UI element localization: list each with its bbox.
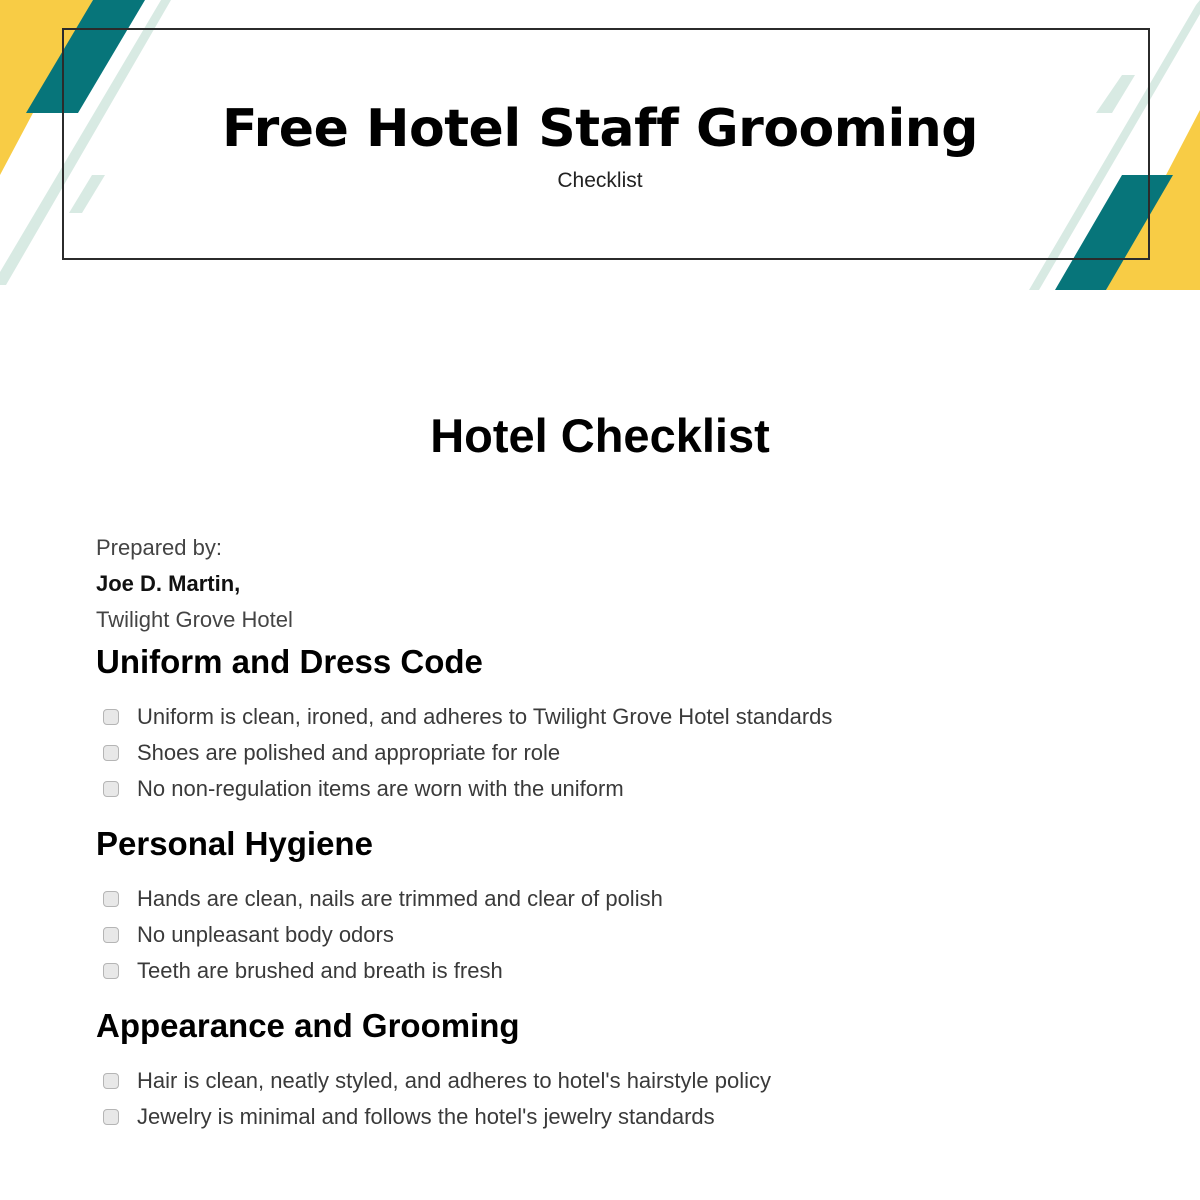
checklist-item-label: Uniform is clean, ironed, and adheres to Twilight Grove Hotel standards <box>137 704 833 729</box>
checklist-item <box>96 735 1116 771</box>
page-title: Free Hotel Staff Grooming <box>221 99 979 159</box>
checklist-item-label: No non-regulation items are worn with the uniform <box>137 776 624 801</box>
checklist-item <box>96 1099 1116 1135</box>
section-heading: Appearance and Grooming <box>96 1007 520 1044</box>
checklist-item <box>96 1063 1116 1099</box>
checklist-item-label: No unpleasant body odors <box>137 922 394 947</box>
checklist-item <box>96 917 1116 953</box>
checklist <box>96 1063 1116 1135</box>
document-content <box>96 530 1116 1135</box>
checkbox[interactable] <box>103 1109 119 1125</box>
section-heading: Uniform and Dress Code <box>96 643 483 680</box>
page-subtitle: Checklist <box>557 169 643 192</box>
checkbox[interactable] <box>103 781 119 797</box>
checklist <box>96 881 1116 989</box>
checklist-item-label: Jewelry is minimal and follows the hotel's jewelry standards <box>137 1104 715 1129</box>
checklist-item <box>96 771 1116 807</box>
organization-name: Twilight Grove Hotel <box>96 607 293 632</box>
checklist-item <box>96 881 1116 917</box>
checkbox[interactable] <box>103 709 119 725</box>
checklist-item-label: Teeth are brushed and breath is fresh <box>137 958 503 983</box>
section-heading: Personal Hygiene <box>96 825 373 862</box>
section-uniform-dress-code <box>96 642 1116 807</box>
checkbox[interactable] <box>103 927 119 943</box>
document-title: Hotel Checklist <box>430 409 770 462</box>
checkbox[interactable] <box>103 1073 119 1089</box>
prepared-by-block <box>96 530 1116 638</box>
checklist-item <box>96 953 1116 989</box>
prepared-by-label: Prepared by: <box>96 535 222 560</box>
section-personal-hygiene <box>96 824 1116 989</box>
checklist-item-label: Hair is clean, neatly styled, and adheres to hotel's hairstyle policy <box>137 1068 771 1093</box>
checklist <box>96 699 1116 807</box>
preparer-name: Joe D. Martin, <box>96 571 241 596</box>
checkbox[interactable] <box>103 745 119 761</box>
checklist-item <box>96 699 1116 735</box>
section-appearance-grooming <box>96 1006 1116 1135</box>
checkbox[interactable] <box>103 891 119 907</box>
checkbox[interactable] <box>103 963 119 979</box>
checklist-item-label: Shoes are polished and appropriate for role <box>137 740 561 765</box>
checklist-item-label: Hands are clean, nails are trimmed and clear of polish <box>137 886 663 911</box>
